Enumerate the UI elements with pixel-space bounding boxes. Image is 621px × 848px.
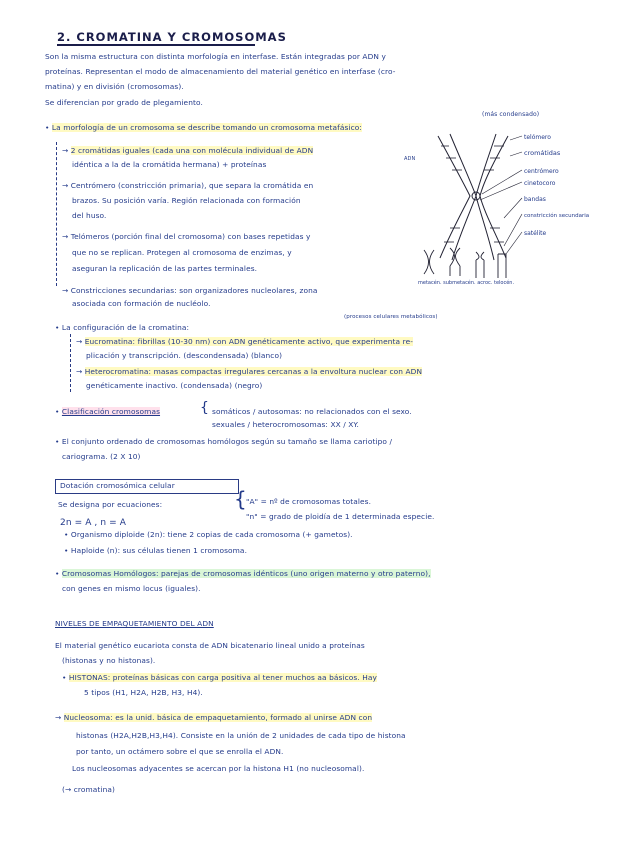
- diagram-label-chromatids: cromátidas: [524, 149, 561, 157]
- intro-line-4: Se diferencian por grado de plegamiento.: [45, 98, 203, 107]
- chromosome-types: [424, 248, 506, 278]
- homol-line-2: con genes en mismo locus (iguales).: [62, 584, 201, 593]
- diagram-label-kinetochore: cinetocoro: [524, 180, 556, 187]
- morph-item-4-line-1: → Constricciones secundarias: son organizadores nucleolares, zona: [62, 286, 318, 295]
- intro-line-1: Son la misma estructura con distinta morfología en interfase. Están integradas por ADN y: [45, 52, 386, 61]
- morph-item-3-line-3: aseguran la replicación de las partes terminales.: [72, 264, 258, 273]
- morph-note: (más condensado): [482, 111, 540, 118]
- morph-item-4-line-2: asociada con formación de nucléolo.: [72, 299, 211, 308]
- dot-item-2: • Haploide (n): sus células tienen 1 cromosoma.: [64, 546, 248, 555]
- diagram-label-secondary: constricción secundaria: [524, 213, 590, 219]
- chromatid-right: [480, 136, 508, 258]
- adn-tag: ADN: [404, 156, 416, 162]
- chromatid-left: [438, 136, 470, 258]
- dot-def-2: "n" = grado de ploidía de 1 determinada especie.: [246, 512, 435, 521]
- histonas-line-1: • HISTONAS: proteínas básicas con carga positiva al tener muchos aa básicos. Hay: [62, 673, 377, 682]
- crom-head: • La configuración de la cromatina:: [55, 323, 190, 332]
- nucleosoma-line-3: por tanto, un octámero sobre el que se enrolla el ADN.: [76, 747, 284, 756]
- morph-item-1-line-2: idéntica a la de la cromátida hermana) + proteínas: [72, 160, 267, 169]
- crom-item-1-line-2: plicación y transcripción. (descondensada) (blanco): [86, 351, 283, 360]
- morph-item-1-line-1: → 2 cromátidas iguales (cada una con molécula individual de ADN: [62, 146, 314, 155]
- morph-item-2-line-1: → Centrómero (constricción primaria), que separa la cromátida en: [62, 181, 314, 190]
- homol-line-1: • Cromosomas Homólogos: parejas de cromosomas idénticos (uno origen materno y otro paterno),: [55, 569, 431, 578]
- intro-line-3: matina) y en división (cromosomas).: [45, 82, 184, 91]
- clasif-brace: {: [200, 400, 210, 416]
- dot-brace: {: [234, 487, 247, 511]
- dot-item-1: • Organismo diploide (2n): tiene 2 copias de cada cromosoma (+ gametos).: [64, 530, 353, 539]
- morph-head: • La morfología de un cromosoma se describe tomando un cromosoma metafásico:: [45, 123, 362, 132]
- clasif-head: • Clasificación cromosomas: [55, 407, 161, 416]
- chromosome-types-label: metacén. submetacén. acroc. telocén.: [418, 280, 515, 286]
- niveles-intro-1: El material genético eucariota consta de ADN bicatenario lineal unido a proteínas: [55, 641, 365, 650]
- clasif-item-2: sexuales / heterocromosomas: XX / XY.: [212, 420, 359, 429]
- morph-bracket: [56, 142, 57, 286]
- cariotipo-line-1: • El conjunto ordenado de cromosomas homólogos según su tamaño se llama cariotipo /: [55, 437, 393, 446]
- crom-item-2-line-2: genéticamente inactivo. (condensada) (negro): [86, 381, 263, 390]
- diagram-label-satellite: satélite: [524, 230, 547, 237]
- diagram-label-bands: bandas: [524, 196, 546, 203]
- title-underline: [57, 44, 255, 46]
- dot-equation: 2n = A , n = A: [60, 518, 126, 528]
- morph-item-3-line-2: que no se replican. Protegen al cromosoma de enzimas, y: [72, 248, 292, 257]
- diagram-label-telomere: telómero: [524, 134, 551, 141]
- clasif-item-1: somáticos / autosomas: no relacionados con el sexo.: [212, 407, 412, 416]
- dot-def-1: "A" = nº de cromosomas totales.: [246, 497, 372, 506]
- diagram-label-centromere: centrómero: [524, 168, 559, 175]
- histonas-line-2: 5 tipos (H1, H2A, H2B, H3, H4).: [84, 688, 203, 697]
- chromosome-diagram: [410, 118, 590, 288]
- dot-intro: Se designa por ecuaciones:: [58, 500, 163, 509]
- nucleosoma-line-1: → Nucleosoma: es la unid. básica de empaquetamiento, formado al unirse ADN con: [55, 713, 373, 722]
- crom-item-1-line-1: → Eucromatina: fibrillas (10-30 nm) con ADN genéticamente activo, que experimenta re-: [76, 337, 414, 346]
- niveles-intro-2: (histonas y no histonas).: [62, 656, 156, 665]
- niveles-head: NIVELES DE EMPAQUETAMIENTO DEL ADN: [55, 619, 214, 628]
- nucleosoma-line-2: histonas (H2A,H2B,H3,H4). Consiste en la unión de 2 unidades de cada tipo de histona: [76, 731, 406, 740]
- cromatina-tag: (→ cromatina): [62, 785, 115, 794]
- page-title: 2. CROMATINA Y CROMOSOMAS: [57, 30, 287, 44]
- dot-head: Dotación cromosómica celular: [60, 481, 175, 490]
- morph-item-2-line-3: del huso.: [72, 211, 107, 220]
- crom-note: (procesos celulares metabólicos): [344, 314, 438, 320]
- morph-item-2-line-2: brazos. Su posición varía. Región relacionada con formación: [72, 196, 301, 205]
- nucleosoma-line-4: Los nucleosomas adyacentes se acercan por la histona H1 (no nucleosomal).: [72, 764, 365, 773]
- crom-bracket: [70, 334, 71, 392]
- crom-item-2-line-1: → Heterocromatina: masas compactas irregulares cercanas a la envoltura nuclear con ADN: [76, 367, 423, 376]
- morph-item-3-line-1: → Telómeros (porción final del cromosoma) con bases repetidas y: [62, 232, 311, 241]
- cariotipo-line-2: cariograma. (2 X 10): [62, 452, 141, 461]
- morph-head-text: La morfología de un cromosoma se describe tomando un cromosoma metafásico:: [51, 123, 362, 132]
- intro-line-2: proteínas. Representan el modo de almacenamiento del material genético en interfase (cro-: [45, 67, 396, 76]
